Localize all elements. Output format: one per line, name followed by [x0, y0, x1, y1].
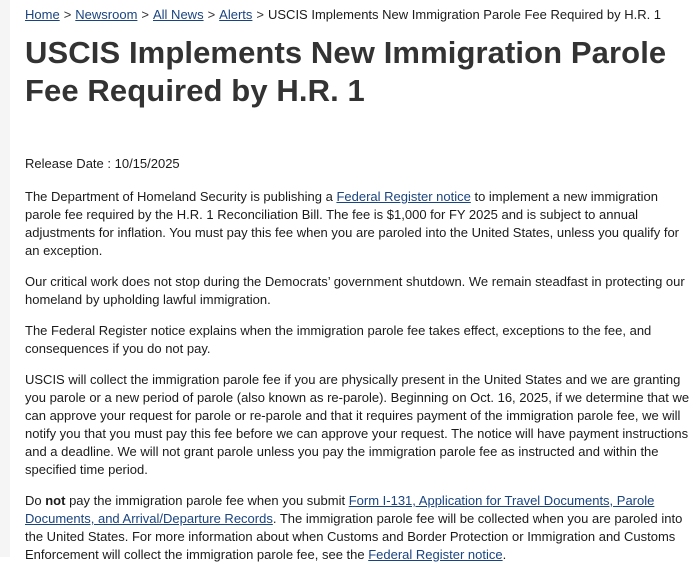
- breadcrumb-home-link[interactable]: Home: [25, 7, 60, 22]
- federal-register-notice-link[interactable]: Federal Register notice: [336, 189, 471, 204]
- paragraph-text: .: [502, 547, 507, 562]
- paragraph-text: to implement a new immigration parole fee required by the H.R. 1 Reconciliation Bill. The fee is $1,000 for FY 2025 and is subject to annual adjustments for inflation. You must pay this fee when you are paroled into the United States, unless you qualify for an exception.: [25, 189, 679, 258]
- article-paragraph-1: [25, 188, 690, 260]
- paragraph-text: pay the immigration parole fee when you submit: [65, 493, 349, 508]
- breadcrumb-separator: >: [63, 7, 72, 22]
- breadcrumb-separator: >: [256, 7, 264, 22]
- breadcrumb-separator: >: [207, 7, 216, 22]
- breadcrumb-all-news-link[interactable]: All News: [153, 7, 204, 22]
- article-paragraph-4: USCIS will collect the immigration parole fee if you are physically present in the United States and we are granting you parole or a new period of parole (also known as re-parole). Beginning on Oct. 16, 2025, if we determine that we can approve your request for parole or re-parole and that it requires payment of the immigration parole fee, we will notify you that you must pay this fee before we can approve your request. The notice will have payment instructions and a deadline. We will not grant parole unless you pay the immigration parole fee as instructed and within the specified time period.: [25, 372, 690, 477]
- federal-register-notice-link-2[interactable]: Federal Register notice: [368, 547, 503, 562]
- breadcrumb-alerts-link[interactable]: Alerts: [219, 7, 253, 22]
- main-content: [25, 0, 690, 564]
- paragraph-text: The Department of Homeland Security is publishing a: [25, 189, 337, 204]
- breadcrumb-separator: >: [141, 7, 149, 22]
- page-title: USCIS Implements New Immigration Parole Fee Required by H.R. 1: [25, 35, 667, 108]
- article-paragraph-2: Our critical work does not stop during the Democrats’ government shutdown. We remain steadfast in protecting our homeland by upholding lawful immigration.: [25, 274, 685, 307]
- form-i-131-link[interactable]: Form I-131, Application for Travel Documents, Parole Documents, and Arrival/Departure Records: [25, 493, 655, 526]
- release-date: Release Date : 10/15/2025: [25, 156, 180, 171]
- breadcrumb-current-page: USCIS Implements New Immigration Parole Fee Required by H.R. 1: [268, 7, 662, 22]
- breadcrumb-newsroom-link[interactable]: Newsroom: [75, 7, 138, 22]
- article-paragraph-3: The Federal Register notice explains when the immigration parole fee takes effect, exceptions to the fee, and consequences if you do not pay.: [25, 323, 652, 356]
- emphasis-not: not: [45, 493, 66, 508]
- left-gutter: [0, 0, 10, 557]
- paragraph-text: Do: [25, 493, 46, 508]
- paragraph-text: . The immigration parole fee will be collected when you are paroled into the United States. For more information about when Customs and Border Protection or Immigration and Customs Enforcement will collect the immigration parole fee, see the: [25, 511, 683, 562]
- article-paragraph-5: [25, 492, 690, 564]
- breadcrumb: [25, 7, 690, 23]
